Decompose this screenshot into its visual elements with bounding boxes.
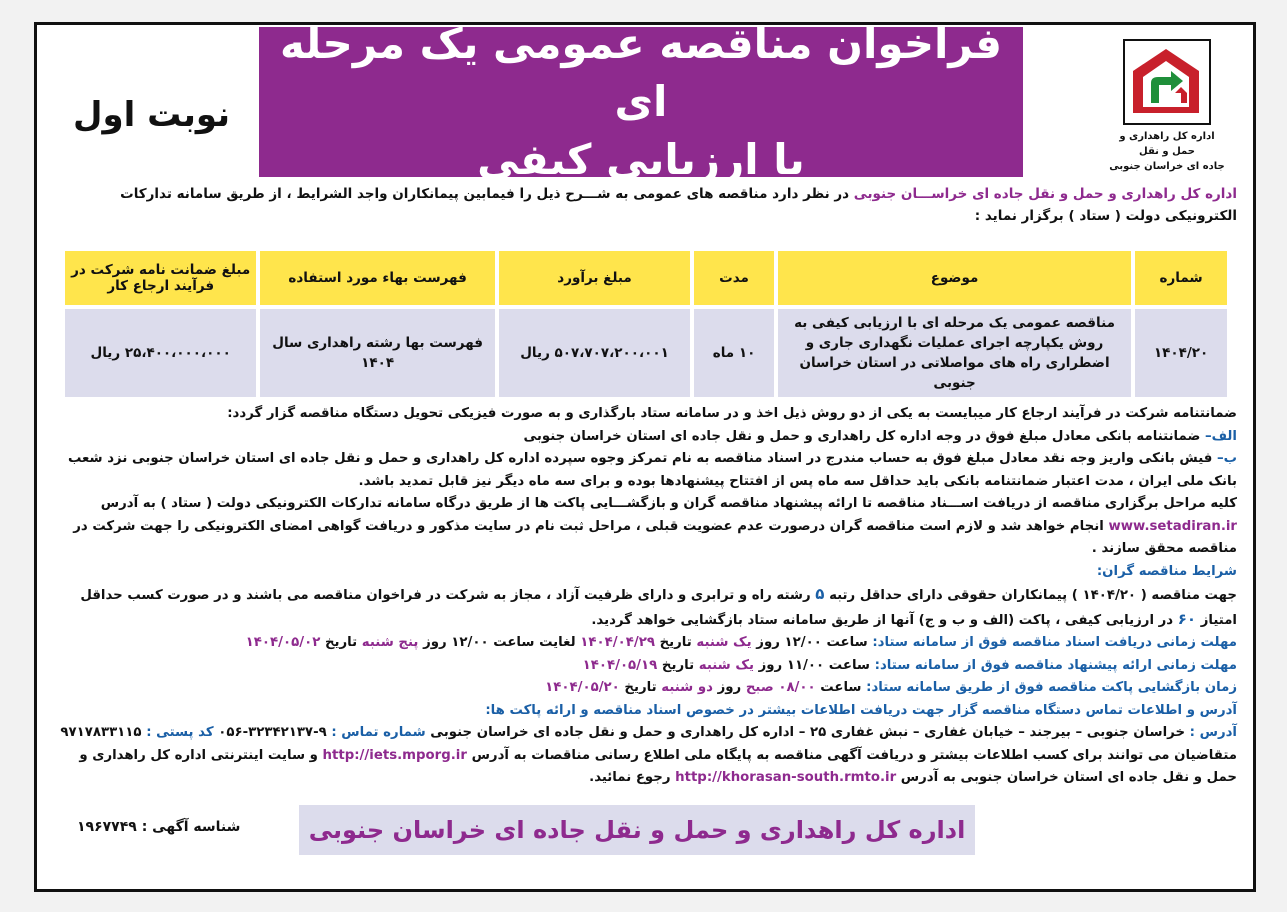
org-caption: اداره کل راهداری و حمل و نقل جاده ای خراسان جنوبی	[1109, 131, 1225, 172]
col-guarantee: مبلغ ضمانت نامه شرکت در فرآیند ارجاع کار	[65, 251, 256, 305]
table-row	[65, 309, 1227, 397]
min-grade: ۵	[815, 585, 825, 603]
cell-price-list: فهرست بها رشته راهداری سال ۱۴۰۴	[260, 309, 494, 397]
title-line-1: فراخوان مناقصه عمومی یک مرحله ای	[279, 22, 1003, 126]
col-price-list: فهرست بهاء مورد استفاده	[260, 251, 494, 305]
org-logo-block	[1107, 39, 1227, 174]
deadline-documents: مهلت زمانی دریافت اسناد مناقصه فوق از سامانه ستاد: ساعت ۱۲/۰۰ روز یک شنبه تاریخ ۱۴۰۴/۰۴/۲۹ لغایت ساعت ۱۲/۰۰ روز پنج شنبه تاریخ ۱۴۰۴/۰۵/۰۲	[245, 635, 1237, 650]
col-number: شماره	[1135, 251, 1227, 305]
guarantee-option-a: الف– ضمانتنامه بانکی معادل مبلغ فوق در وجه اداره کل راهداری و حمل و نقل جاده ای استان خراسان جنوبی	[523, 428, 1237, 444]
address-line: آدرس : خراسان جنوبی – بیرجند – خیابان غفاری – نبش غفاری ۲۵ – اداره کل راهداری و حمل و نقل جاده ای خراسان جنوبی شماره تماس : ۹-۳۲۳۴۲۱۳۷-۰۵۶ کد پستی : ۹۷۱۷۸۳۳۱۱۵	[60, 725, 1237, 740]
ad-id: شناسه آگهی : ۱۹۶۷۷۴۹	[77, 819, 241, 835]
min-score: ۶۰	[1177, 609, 1197, 628]
cell-estimate: ۵۰۷،۷۰۷،۲۰۰،۰۰۱ ریال	[499, 309, 690, 397]
col-duration: مدت	[694, 251, 774, 305]
intro-paragraph	[53, 183, 1237, 227]
table-header-row	[65, 251, 1227, 305]
conditions-paragraph: جهت مناقصه ( ۱۴۰۴/۲۰ ) پیمانکاران حقوقی دارای حداقل رتبه ۵ رشته راه و ترابری و دارای ظرفیت آزاد ، مجاز به شرکت در فراخوان مناقصه می باشند و در صورت کسب حداقل امتیاز ۶۰ در ارزیابی کیفی ، پاکت (الف و ب و ج) آنها از طریق سامانه ستاد بازگشایی خواهد گردید.	[80, 585, 1237, 628]
title-banner	[259, 22, 1023, 184]
cell-guarantee: ۲۵،۴۰۰،۰۰۰،۰۰۰ ریال	[65, 309, 256, 397]
deadline-proposals: مهلت زمانی ارائه پیشنهاد مناقصه فوق از سامانه ستاد: ساعت ۱۱/۰۰ روز یک شنبه تاریخ ۱۴۰۴/۰۵/۱۹	[582, 657, 1237, 673]
title-line-2: با ارزیابی کیفی	[477, 135, 805, 184]
stages-paragraph: کلیه مراحل برگزاری مناقصه از دریافت اســـناد مناقصه تا ارائه پیشنهاد مناقصه گران و بازگشـــایی پاکت ها از طریق درگاه سامانه تدارکات الکترونیکی دولت ( ستاد ) به آدرس www.setadiran.ir انجام خواهد شد و لازم است مناقصه گران درصورت عدم عضویت قبلی ، مراحل ثبت نام در سایت مذکور و دریافت گواهی امضای الکترونیکی را جهت شرکت در مناقصه محقق سازند .	[73, 496, 1237, 556]
cell-number: ۱۴۰۴/۲۰	[1135, 309, 1227, 397]
round-label: نوبت اول	[73, 95, 230, 135]
org-logo	[1123, 39, 1211, 125]
col-estimate: مبلغ برآورد	[499, 251, 690, 305]
rmto-link[interactable]: http://khorasan-south.rmto.ir	[675, 770, 897, 785]
opening-time: زمان بازگشایی پاکت مناقصه فوق از طریق سامانه ستاد: ساعت ۰۸/۰۰ صبح روز دو شنبه تاریخ ۱۴۰۴/۰۵/۲۰	[545, 680, 1237, 695]
guarantee-intro: ضمانتنامه شرکت در فرآیند ارجاع کار میبایست به یکی از دو روش ذیل اخذ و در سامانه ستاد بارگذاری و به صورت فیزیکی تحویل دستگاه مناقصه گزار گردد:	[227, 406, 1237, 421]
intro-org: اداره کل راهداری و حمل و نقل جاده ای خراســـان جنوبی	[853, 186, 1237, 202]
cell-subject: مناقصه عمومی یک مرحله ای با ارزیابی کیفی به روش یکپارچه اجرای عملیات نگهداری جاری و اضطراری راه های مواصلاتی در استان خراسان جنوبی	[778, 309, 1131, 397]
footer-org-banner: اداره کل راهداری و حمل و نقل جاده ای خراسان جنوبی	[299, 805, 975, 855]
tender-table	[61, 247, 1231, 401]
conditions-title: شرایط مناقصه گران:	[1096, 563, 1237, 579]
road-logo-icon	[1131, 47, 1201, 115]
contact-title: آدرس و اطلاعات تماس دستگاه مناقصه گزار جهت دریافت اطلاعات بیشتر در خصوص اسناد مناقصه و ارائه پاکت ها:	[485, 702, 1237, 718]
setad-link[interactable]: www.setadiran.ir	[1108, 518, 1237, 534]
applicants-paragraph: متقاضیان می توانند برای کسب اطلاعات بیشتر و دریافت آگهی مناقصه به پایگاه ملی اطلاع رسانی مناقصات به آدرس http://iets.mporg.ir و سایت اینترنتی اداره کل راهداری و حمل و نقل جاده ای استان خراسان جنوبی به آدرس http://khorasan-south.rmto.ir رجوع نمائید.	[79, 747, 1237, 785]
guarantee-option-b: ب– فیش بانکی واریز وجه نقد معادل مبلغ فوق به حساب مندرج در اسناد مناقصه به نام تمرکز وجوه سپرده اداره کل راهداری و حمل و نقل جاده ای استان خراسان جنوبی نزد شعب بانک ملی ایران ، مدت اعتبار ضمانتنامه بانکی باید حداقل سه ماه پس از افتتاح پیشنهادها بوده و برای سه ماه دیگر نیز قابل تمدید باشد.	[67, 451, 1237, 489]
iets-link[interactable]: http://iets.mporg.ir	[322, 747, 467, 763]
notice-body	[53, 403, 1237, 790]
cell-duration: ۱۰ ماه	[694, 309, 774, 397]
col-subject: موضوع	[778, 251, 1131, 305]
intro-text: در نظر دارد مناقصه های عمومی به شـــرح ذیل را فیمابین پیمانکاران واجد الشرایط ، از طریق سامانه تدارکات الکترونیکی دولت ( ستاد ) برگزار نماید :	[120, 186, 1237, 224]
notice-page	[34, 22, 1256, 892]
